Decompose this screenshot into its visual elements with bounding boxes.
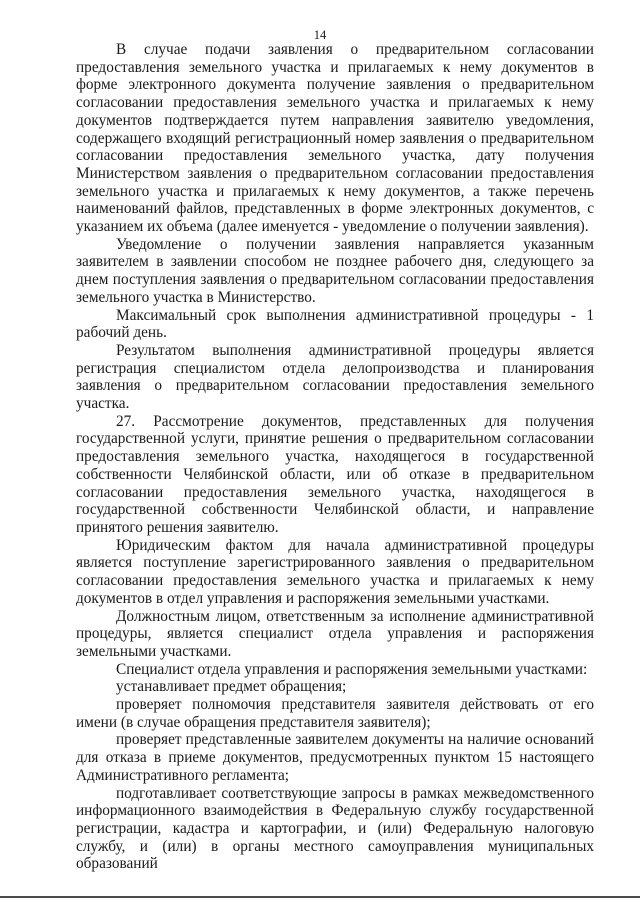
paragraph-procedure-result: Результатом выполнения административной процедуры является регистрация специалистом отдела делопроизводства и планирования заявления о предварительном согласовании предоставления земельного участка. xyxy=(76,341,594,413)
document-body xyxy=(76,41,594,873)
list-item-authority-check: проверяет полномочия представителя заявителя действовать от его имени (в случае обращения представителя заявителя); xyxy=(76,696,594,731)
page-number: 14 xyxy=(313,28,327,42)
paragraph-notification-delivery: Уведомление о получении заявления направляется указанным заявителем в заявлении способом не позднее рабочего дня, следующего за днем поступления заявления о предварительном согласовании предоставления земельного участка в Министерство. xyxy=(76,235,594,306)
paragraph-responsible-official: Должностным лицом, ответственным за исполнение административной процедуры, является специалист отдела управления и распоряжения земельными участками. xyxy=(76,607,594,660)
list-item-subject: устанавливает предмет обращения; xyxy=(116,678,347,696)
paragraph-electronic-application-receipt: В случае подачи заявления о предварительном согласовании предоставления земельного участка и прилагаемых к нему документов в форме электронного документа получение заявления о предварительном согласовании предоставления земельного участка и прилагаемых к нему документов подтверждается путем направления заявителю уведомления, содержащего входящий регистрационный номер заявления о предварительном согласовании предоставления земельного участка, дату получения Министерством заявления о предварительном согласовании предоставления земельного участка и прилагаемых к нему документов, а также перечень наименований файлов, представленных в форме электронных документов, с указанием их объема (далее именуется - уведомление о получении заявления). xyxy=(76,41,594,236)
list-item-interagency-requests: подготавливает соответствующие запросы в рамках межведомственного информационного взаимодействия в Федеральную службу государственной регистрации, кадастра и картографии, и (или) Федеральную налоговую службу, и (или) в органы местного самоуправления муниципальных образований xyxy=(76,784,594,873)
paragraph-specialist-intro: Специалист отдела управления и распоряжения земельными участками: xyxy=(116,660,588,678)
scan-bottom-edge xyxy=(0,896,640,898)
paragraph-legal-fact: Юридическим фактом для начала административной процедуры является поступление зарегистрированного заявления о предварительном согласовании предоставления земельного участка и прилагаемых к нему документов в отдел управления и распоряжения земельными участками. xyxy=(76,536,594,607)
paragraph-section-27: 27. Рассмотрение документов, представленных для получения государственной услуги, принятие решения о предварительном согласовании предоставления земельного участка, находящегося в государственной собственности Челябинской области, или об отказе в предварительном согласовании предоставления земельного участка, находящегося в государственной собственности Челябинской области, и направление принятого решения заявителю. xyxy=(76,412,594,536)
paragraph-max-duration: Максимальный срок выполнения административной процедуры - 1 рабочий день. xyxy=(76,306,594,342)
list-item-documents-check: проверяет представленные заявителем документы на наличие оснований для отказа в приеме документов, предусмотренных пунктом 15 настоящего Административного регламента; xyxy=(76,731,594,784)
